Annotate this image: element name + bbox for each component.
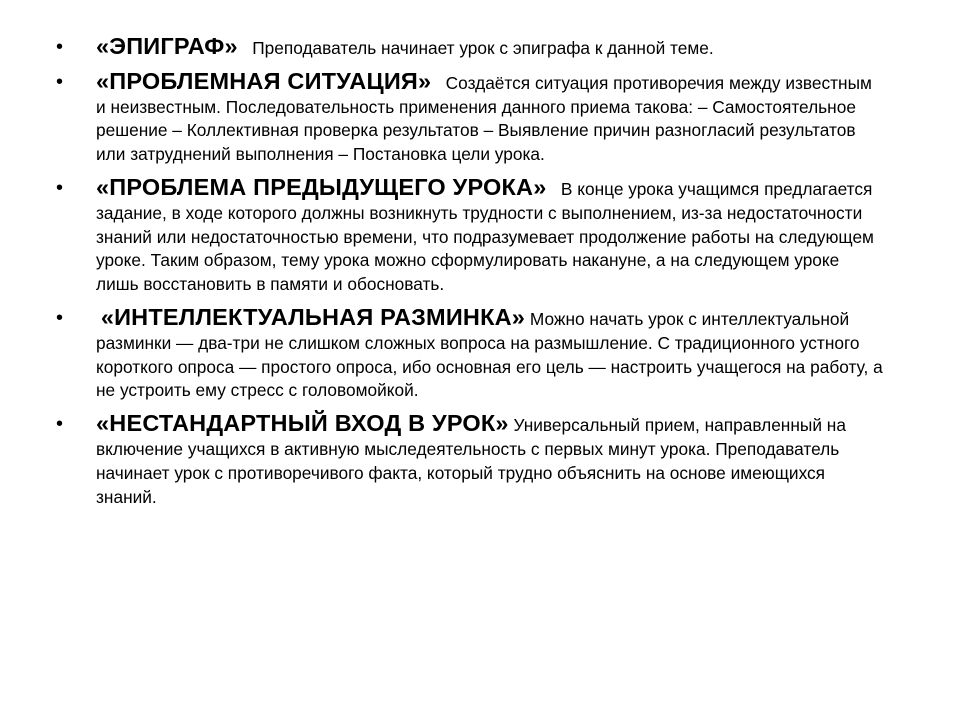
bullet-item-previous-lesson-problem [56, 173, 886, 297]
bullet-dot-icon: • [56, 306, 64, 329]
bullet-item-problem-situation [56, 67, 886, 167]
bullet-item-intellectual-warmup [56, 303, 886, 403]
bullet-text: В конце урока учащимся предлагается задание, в ходе которого должны возникнуть трудности с выполнением, из-за недостаточности знаний или недостаточностью времени, что подразумевает продолжение работы на следующем уроке. Таким образом, тему урока можно сформулировать накануне, а на следующем уроке лишь восстановить в памяти и обосновать. [96, 178, 874, 295]
bullet-title: «ИНТЕЛЛЕКТУАЛЬНАЯ РАЗМИНКА» [100, 303, 526, 330]
bullet-dot-icon: • [56, 70, 64, 93]
bullet-list [56, 35, 886, 518]
bullet-item-epigraph [56, 35, 886, 61]
bullet-dot-icon: • [56, 36, 64, 58]
bullet-title: «ЭПИГРАФ» [96, 33, 238, 59]
bullet-item-nonstandard-entry [56, 412, 886, 509]
bullet-title: «ПРОБЛЕМА ПРЕДЫДУЩЕГО УРОКА» [96, 173, 547, 200]
bullet-text: Можно начать урок с интеллектуальной разминки — два-три не слишком сложных вопроса на размышление. С традиционного устного короткого опроса — простого опроса, ибо основная его цель — настроить учащегося на работу, а не устроить ему стресс с головомойкой. [96, 308, 883, 401]
bullet-dot-icon: • [56, 413, 64, 436]
bullet-title: «НЕСТАНДАРТНЫЙ ВХОД В УРОК» [96, 410, 509, 437]
bullet-text: Создаётся ситуация противоречия между известным и неизвестным. Последовательность применения данного приема такова: – Самостоятельное решение – Коллективная проверка результатов – Выявление причин разногласий результатов или затруднений выполнения – Постановка цели урока. [96, 72, 872, 165]
bullet-text: Преподаватель начинает урок с эпиграфа к данной теме. [252, 38, 714, 58]
bullet-title: «ПРОБЛЕМНАЯ СИТУАЦИЯ» [96, 67, 432, 94]
bullet-text: Универсальный прием, направленный на включение учащихся в активную мыследеятельность с первых минут урока. Преподаватель начинает урок с противоречивого факта, который трудно объяснить на основе имеющихся знаний. [96, 415, 846, 507]
bullet-dot-icon: • [56, 176, 64, 199]
